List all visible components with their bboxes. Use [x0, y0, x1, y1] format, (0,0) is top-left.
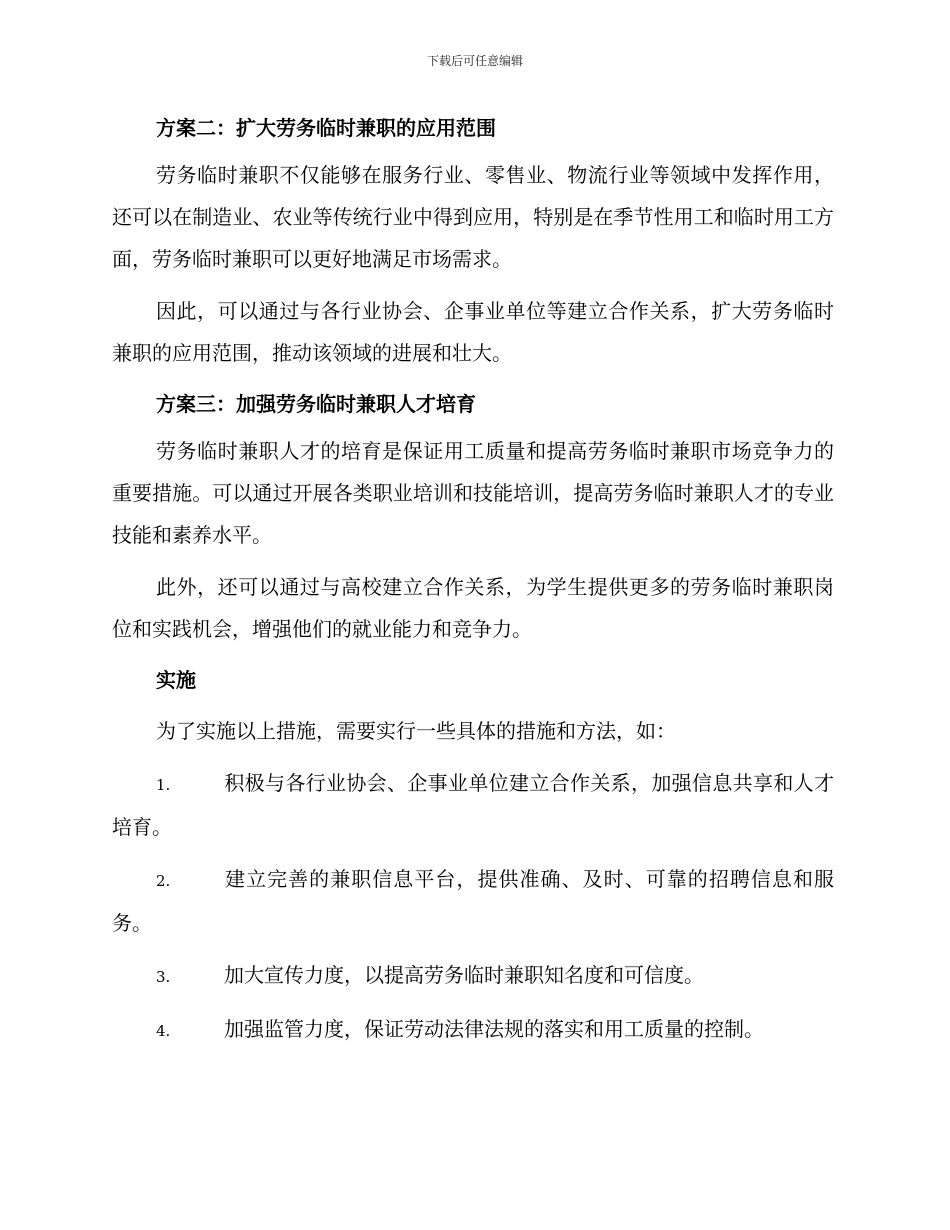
list-item-text: 建立完善的兼职信息平台，提供准确、及时、可靠的招聘信息和服务。: [112, 867, 834, 935]
paragraph: 劳务临时兼职人才的培育是保证用工质量和提高劳务临时兼职市场竞争力的重要措施。可以通过开展各类职业培训和技能培训，提高劳务临时兼职人才的专业技能和素养水平。: [112, 439, 834, 547]
list-item-number: 1.: [156, 776, 171, 794]
section-heading-implementation: 实施: [156, 668, 196, 692]
list-item-number: 3.: [156, 968, 171, 986]
section-heading-plan3: 方案三：加强劳务临时兼职人才培育: [156, 392, 476, 416]
list-item-number: 2.: [156, 872, 171, 890]
section-heading-plan2: 方案二：扩大劳务临时兼职的应用范围: [156, 116, 496, 140]
paragraph: 因此，可以通过与各行业协会、企事业单位等建立合作关系，扩大劳务临时兼职的应用范围，推动该领域的进展和壮大。: [112, 299, 834, 365]
document-body: [112, 108, 834, 1062]
paragraph: 劳务临时兼职不仅能够在服务行业、零售业、物流行业等领域中发挥作用，还可以在制造业、农业等传统行业中得到应用，特别是在季节性用工和临时用工方面，劳务临时兼职可以更好地满足市场需求。: [112, 163, 834, 271]
list-item-text: 加强监管力度，保证劳动法律法规的落实和用工质量的控制。: [224, 1017, 764, 1041]
paragraph: 为了实施以上措施，需要实行一些具体的措施和方法，如：: [156, 719, 676, 743]
page-header: 下载后可任意编辑: [426, 54, 523, 68]
list-item: [112, 1008, 834, 1052]
list-item-number: 4.: [156, 1022, 171, 1040]
list-item: [112, 858, 834, 944]
list-item-text: 积极与各行业协会、企事业单位建立合作关系，加强信息共享和人才培育。: [112, 771, 834, 839]
list-item: [112, 954, 834, 998]
paragraph: 此外，还可以通过与高校建立合作关系，为学生提供更多的劳务临时兼职岗位和实践机会，增强他们的就业能力和竞争力。: [112, 575, 834, 641]
list-item-text: 加大宣传力度，以提高劳务临时兼职知名度和可信度。: [224, 963, 704, 987]
list-item: [112, 762, 834, 848]
